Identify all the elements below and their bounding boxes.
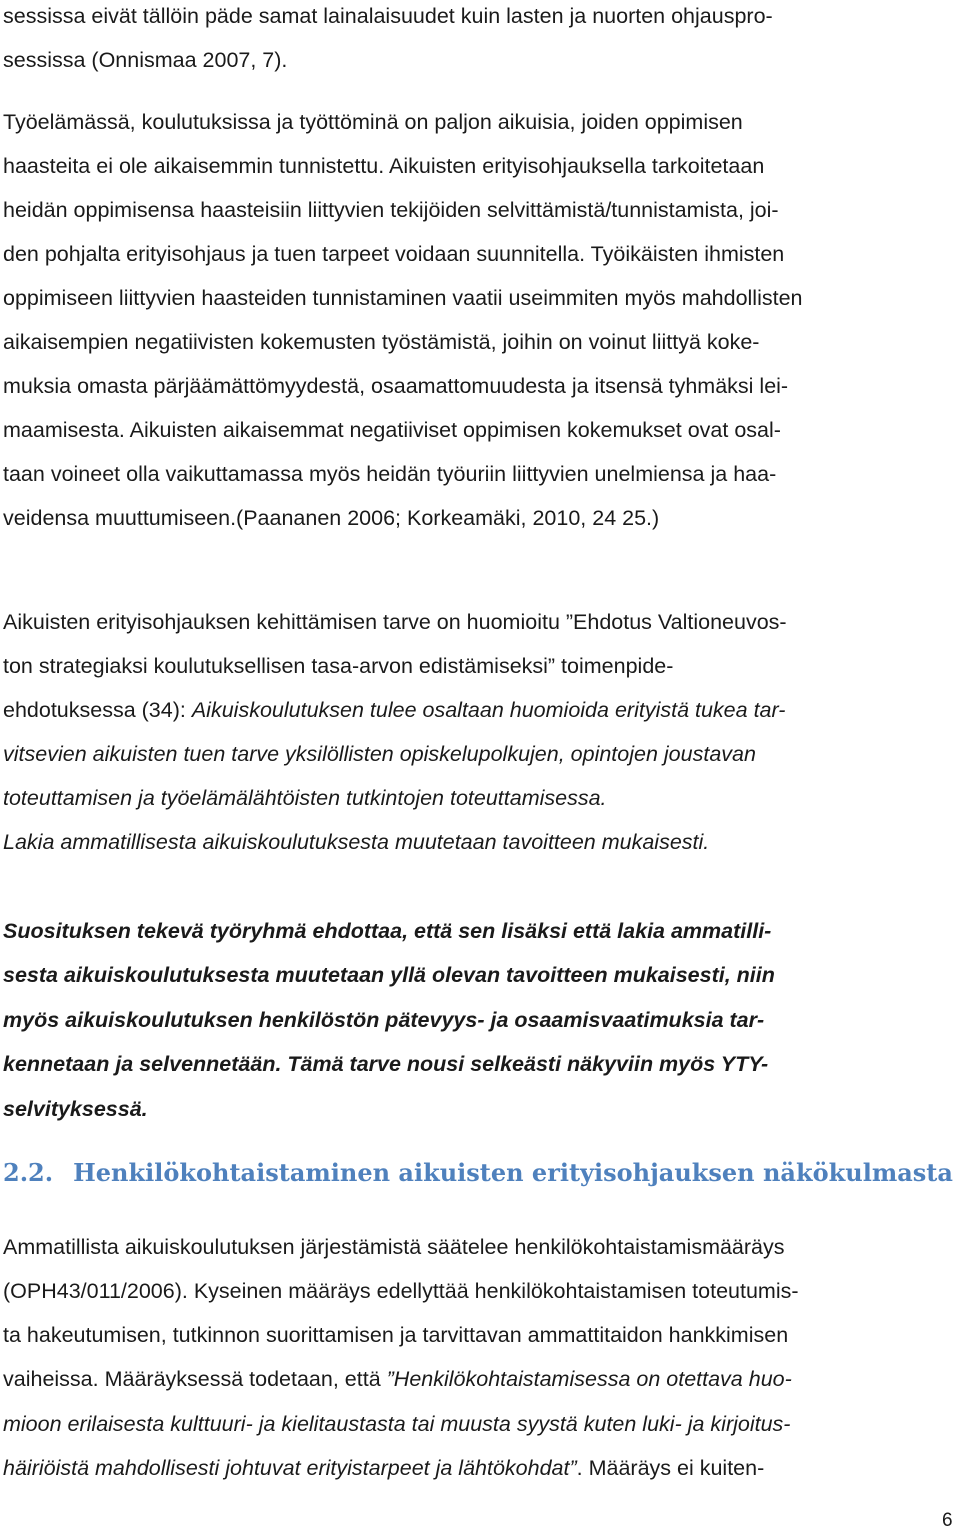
para4-line-2: sesta aikuiskoulutuksesta muutetaan yllä olevan tavoitteen mukaisesti, niin: [3, 963, 775, 987]
section-title: Henkilökohtaistaminen aikuisten erityisohjauksen näkökulmasta: [73, 1158, 953, 1187]
para4-line-4: kennetaan ja selvennetään. Tämä tarve nousi selkeästi näkyviin myös YTY-: [3, 1052, 769, 1076]
para3-line-1: Aikuisten erityisohjauksen kehittämisen tarve on huomioitu ”Ehdotus Valtioneuvos-: [3, 610, 787, 634]
para5-line-6-italic: häiriöistä mahdollisesti johtuvat erityistarpeet ja lähtökohdat”: [3, 1456, 577, 1480]
para1-line-2: sessissa (Onnismaa 2007, 7).: [3, 48, 288, 72]
para5-line-4: [3, 1365, 792, 1393]
page-number: 6: [942, 1510, 953, 1531]
para2-line-1: Työelämässä, koulutuksissa ja työttöminä on paljon aikuisia, joiden oppimisen: [3, 110, 743, 134]
para4-line-1: Suosituksen tekevä työryhmä ehdottaa, että sen lisäksi että lakia ammatilli-: [3, 919, 772, 943]
para2-line-8: maamisesta. Aikuisten aikaisemmat negatiiviset oppimisen kokemukset ovat osal-: [3, 418, 781, 442]
para5-line-6: [3, 1454, 764, 1482]
para3-line-3-regular: ehdotuksessa (34):: [3, 698, 192, 722]
para2-line-3: heidän oppimisensa haasteisiin liittyvien tekijöiden selvittämistä/tunnistamista, joi-: [3, 198, 779, 222]
para5-line-2: (OPH43/011/2006). Kyseinen määräys edellyttää henkilökohtaistamisen toteutumis-: [3, 1279, 799, 1303]
para5-line-3: ta hakeutumisen, tutkinnon suorittamisen ja tarvittavan ammattitaidon hankkimisen: [3, 1323, 789, 1347]
para5-line-4-italic: ”Henkilökohtaistamisessa on otettava huo-: [386, 1367, 792, 1391]
para3-line-5: toteuttamisen ja työelämälähtöisten tutkintojen toteuttamisessa.: [3, 786, 607, 810]
section-heading: [3, 1158, 953, 1187]
section-number: 2.2.: [3, 1158, 54, 1187]
para5-line-4-regular: vaiheissa. Määräyksessä todetaan, että: [3, 1367, 387, 1391]
para2-line-6: aikaisempien negatiivisten kokemusten työstämistä, joihin on voinut liittyä koke-: [3, 330, 760, 354]
para3-line-4: vitsevien aikuisten tuen tarve yksilöllisten opiskelupolkujen, opintojen joustavan: [3, 742, 756, 766]
para2-line-2: haasteita ei ole aikaisemmin tunnistettu. Aikuisten erityisohjauksella tarkoitetaan: [3, 154, 765, 178]
para3-line-2: ton strategiaksi koulutuksellisen tasa-arvon edistämiseksi” toimenpide-: [3, 654, 674, 678]
para5-line-5: mioon erilaisesta kulttuuri- ja kielitaustasta tai muusta syystä kuten luki- ja kirjoitus-: [3, 1412, 791, 1436]
para3-line-3-italic: Aikuiskoulutuksen tulee osaltaan huomioida erityistä tukea tar-: [191, 698, 786, 722]
para2-line-9: taan voineet olla vaikuttamassa myös heidän työuriin liittyvien unelmiensa ja haa-: [3, 462, 777, 486]
para2-line-5: oppimiseen liittyvien haasteiden tunnistaminen vaatii useimmiten myös mahdollisten: [3, 286, 803, 310]
para4-line-5: selvityksessä.: [3, 1097, 148, 1121]
para3-line-6: Lakia ammatillisesta aikuiskoulutuksesta muutetaan tavoitteen mukaisesti.: [3, 830, 710, 854]
para2-line-7: muksia omasta pärjäämättömyydestä, osaamattomuudesta ja itsensä tyhmäksi lei-: [3, 374, 789, 398]
para1-line-1: sessissa eivät tällöin päde samat lainalaisuudet kuin lasten ja nuorten ohjauspro-: [3, 4, 773, 28]
para5-line-6-regular: . Määräys ei kuiten-: [576, 1456, 765, 1480]
para3-line-3: [3, 696, 785, 724]
para2-line-10: veidensa muuttumiseen.(Paananen 2006; Korkeamäki, 2010, 24 25.): [3, 506, 660, 530]
para2-line-4: den pohjalta erityisohjaus ja tuen tarpeet voidaan suunnitella. Työikäisten ihmisten: [3, 242, 785, 266]
para5-line-1: Ammatillista aikuiskoulutuksen järjestämistä säätelee henkilökohtaistamismääräys: [3, 1235, 785, 1259]
para4-line-3: myös aikuiskoulutuksen henkilöstön pätevyys- ja osaamisvaatimuksia tar-: [3, 1008, 765, 1032]
